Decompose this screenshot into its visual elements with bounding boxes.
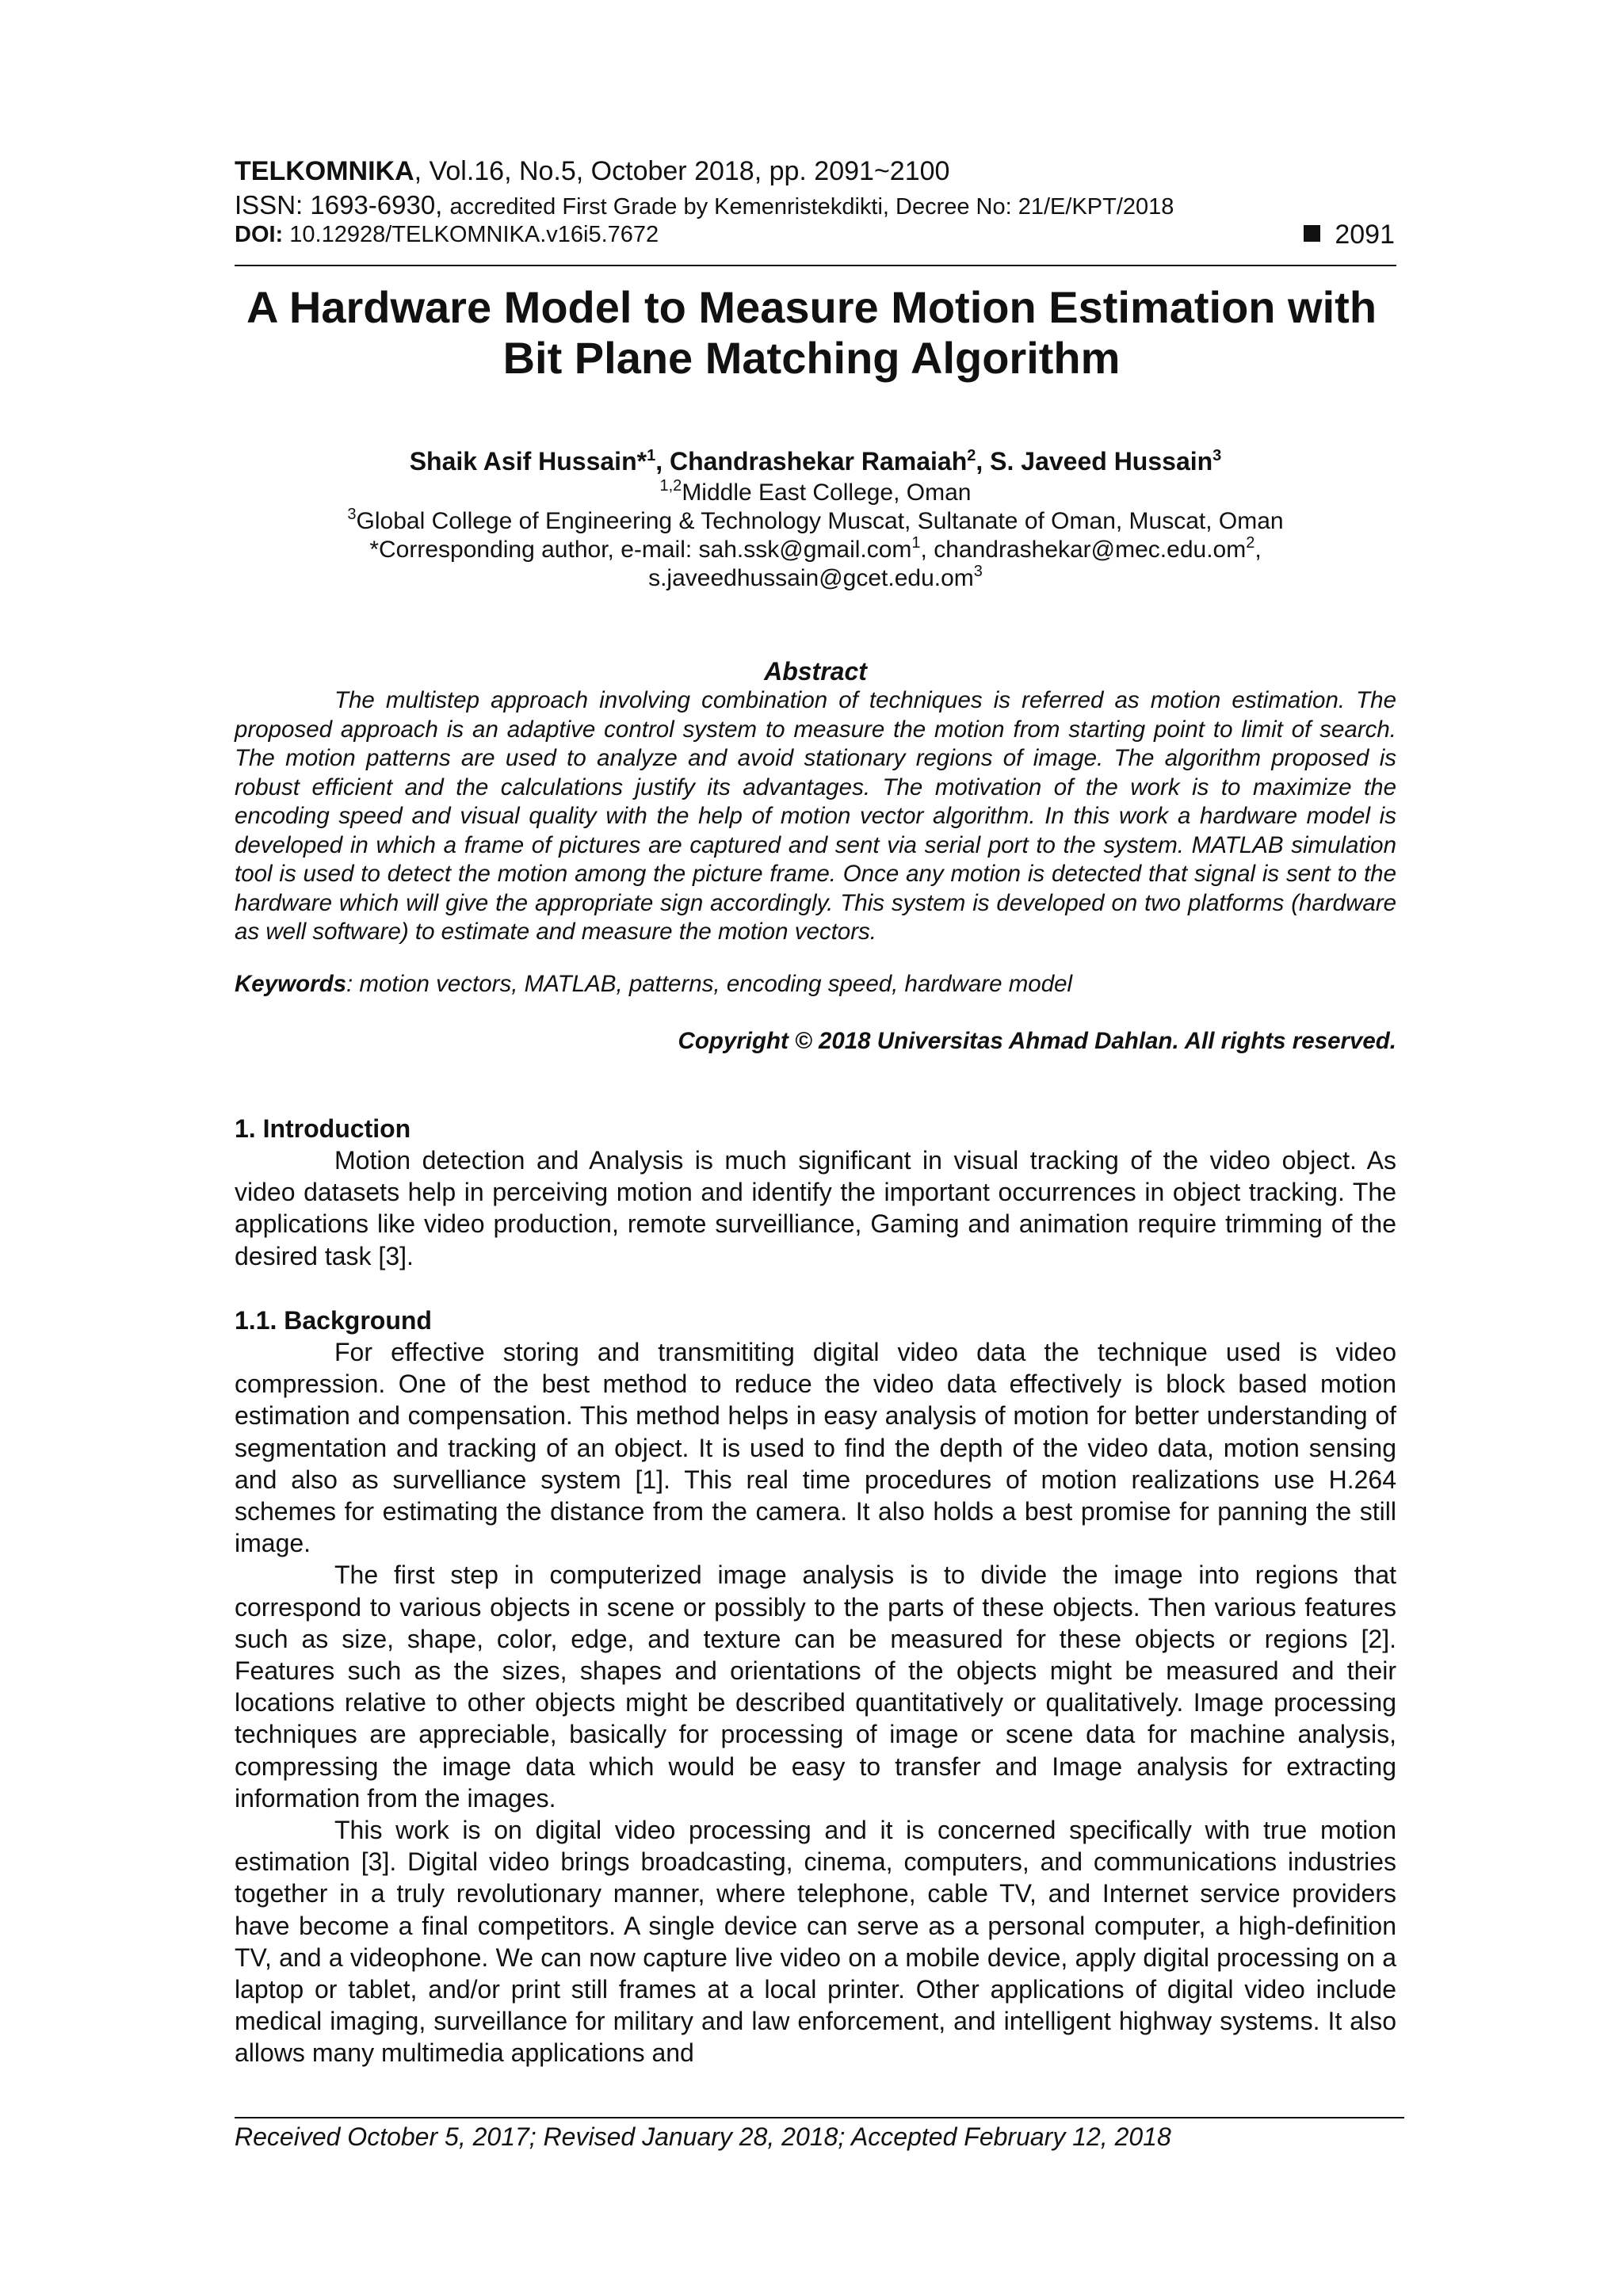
background-body: [235, 1336, 1396, 2069]
received-dates: Received October 5, 2017; Revised January 28, 2018; Accepted February 12, 2018: [235, 2122, 1171, 2151]
title-line-1: A Hardware Model to Measure Motion Estimation with: [246, 282, 1377, 332]
running-header-citation: [235, 155, 1395, 187]
email-2: , chandrashekar@mec.edu.om: [920, 537, 1247, 563]
affiliation-2: [235, 507, 1396, 536]
keywords-label: Keywords: [235, 971, 346, 997]
journal-citation: , Vol.16, No.5, October 2018, pp. 2091~2100: [414, 156, 950, 186]
author-1-sup: 1: [647, 447, 656, 464]
affiliation-1-text: Middle East College, Oman: [682, 479, 972, 506]
title-line-2: Bit Plane Matching Algorithm: [502, 333, 1121, 383]
abstract-heading: Abstract: [764, 657, 867, 686]
doi: 10.12928/TELKOMNIKA.v16i5.7672: [289, 222, 659, 247]
journal-name: TELKOMNIKA: [235, 156, 414, 186]
page-number-value: 2091: [1335, 220, 1395, 250]
section-heading-introduction: 1. Introduction: [235, 1114, 411, 1143]
background-paragraph-2: The first step in computerized image analysis is to divide the image into regions that correspond to various objects in scene or possibly to the parts of these objects. Then various features such as size, shape, color, edge, and texture can be measured for these objects or regions [2]. Features such as the sizes, shapes and orientations of the objects might be measured and their locations relative to other objects might be described quantitatively or qualitatively. Image processing techniques are appreciable, basically for processing of image or scene data for machine analysis, compressing the image data which would be easy to transfer and Image analysis for extracting information from the images.: [235, 1561, 1396, 1813]
keywords-text: : motion vectors, MATLAB, patterns, encoding speed, hardware model: [346, 971, 1073, 997]
author-2: , Chandrashekar Ramaiah: [655, 447, 968, 476]
affiliation-2-sup: 3: [347, 506, 357, 523]
author-3-sup: 3: [1212, 447, 1222, 464]
section-heading-background: 1.1. Background: [235, 1306, 432, 1335]
introduction-paragraph: Motion detection and Analysis is much significant in visual tracking of the video object. As video datasets help in perceiving motion and identify the important occurrences in object tracking. The applications like video production, remote surveilliance, Gaming and animation require trimming of the desired task [3].: [235, 1146, 1396, 1270]
page-number: [1304, 220, 1395, 249]
introduction-body: [235, 1144, 1396, 1272]
email-line-2: [235, 564, 1396, 593]
email-comma: ,: [1254, 537, 1262, 563]
email-1-sup: 1: [911, 534, 921, 552]
running-header-doi: [235, 220, 1395, 249]
corresponding-author: [235, 536, 1396, 564]
abstract-text: The multistep approach involving combination of techniques is referred as motion estimation. The proposed approach is an adaptive control system to measure the motion from starting point to limit of search. The motion patterns are used to analyze and avoid stationary regions of image. The algorithm proposed is robust efficient and the calculations justify its advantages. The motivation of the work is to maximize the encoding speed and visual quality with the help of motion vector algorithm. In this work a hardware model is developed in which a frame of pictures are captured and sent via serial port to the system. MATLAB simulation tool is used to detect the motion among the picture frame. Once any motion is detected that signal is sent to the hardware which will give the appropriate sign accordingly. This system is developed on two platforms (hardware as well software) to estimate and measure the motion vectors.: [235, 687, 1396, 945]
issn: ISSN: 1693-6930,: [235, 190, 450, 220]
doi-label: DOI:: [235, 222, 290, 247]
accreditation: accredited First Grade by Kemenristekdikti, Decree No: 21/E/KPT/2018: [449, 194, 1174, 220]
footer-rule: [235, 2117, 1404, 2118]
abstract-body: [235, 686, 1396, 947]
paper-title: [158, 282, 1465, 384]
copyright-notice: Copyright © 2018 Universitas Ahmad Dahlan. All rights reserved.: [678, 1028, 1396, 1054]
author-2-sup: 2: [967, 447, 976, 464]
email-2-sup: 2: [1246, 534, 1255, 552]
keywords: [235, 970, 1396, 999]
affiliation-1: [235, 479, 1396, 507]
square-bullet-icon: [1304, 225, 1320, 242]
background-paragraph-1: For effective storing and transmititing digital video data the technique used is video compression. One of the best method to reduce the video data effectively is block based motion estimation and compensation. This method helps in easy analysis of motion for better understanding of segmentation and tracking of an object. It is used to find the depth of the video data, motion sensing and also as survelliance system [1]. This real time procedures of motion realizations use H.264 schemes for estimating the distance from the camera. It also holds a best promise for panning the still image.: [235, 1338, 1396, 1558]
background-paragraph-3: This work is on digital video processing and it is concerned specifically with true motion estimation [3]. Digital video brings broadcasting, cinema, computers, and communications industries together in a truly revolutionary manner, where telephone, cable TV, and Internet service providers have become a final competitors. A single device can serve as a personal computer, a high-definition TV, and a videophone. We can now capture live video on a mobile device, apply digital processing on a laptop or tablet, and/or print still frames at a local printer. Other applications of digital video include medical imaging, surveillance for military and law enforcement, and intelligent highway systems. It also allows many multimedia applications and: [235, 1816, 1396, 2068]
email-1: *Corresponding author, e-mail: sah.ssk@gmail.com: [369, 537, 912, 563]
author-1: Shaik Asif Hussain*: [409, 447, 647, 476]
header-rule: [235, 265, 1396, 266]
affiliation-2-text: Global College of Engineering & Technology Muscat, Sultanate of Oman, Muscat, Oman: [356, 508, 1284, 534]
email-3: s.javeedhussain@gcet.edu.om: [648, 565, 974, 591]
affiliation-1-sup: 1,2: [659, 477, 682, 495]
author-3: , S. Javeed Hussain: [976, 447, 1213, 476]
author-list: [235, 445, 1396, 477]
email-3-sup: 3: [973, 563, 983, 580]
running-header-issn: [235, 190, 1395, 222]
